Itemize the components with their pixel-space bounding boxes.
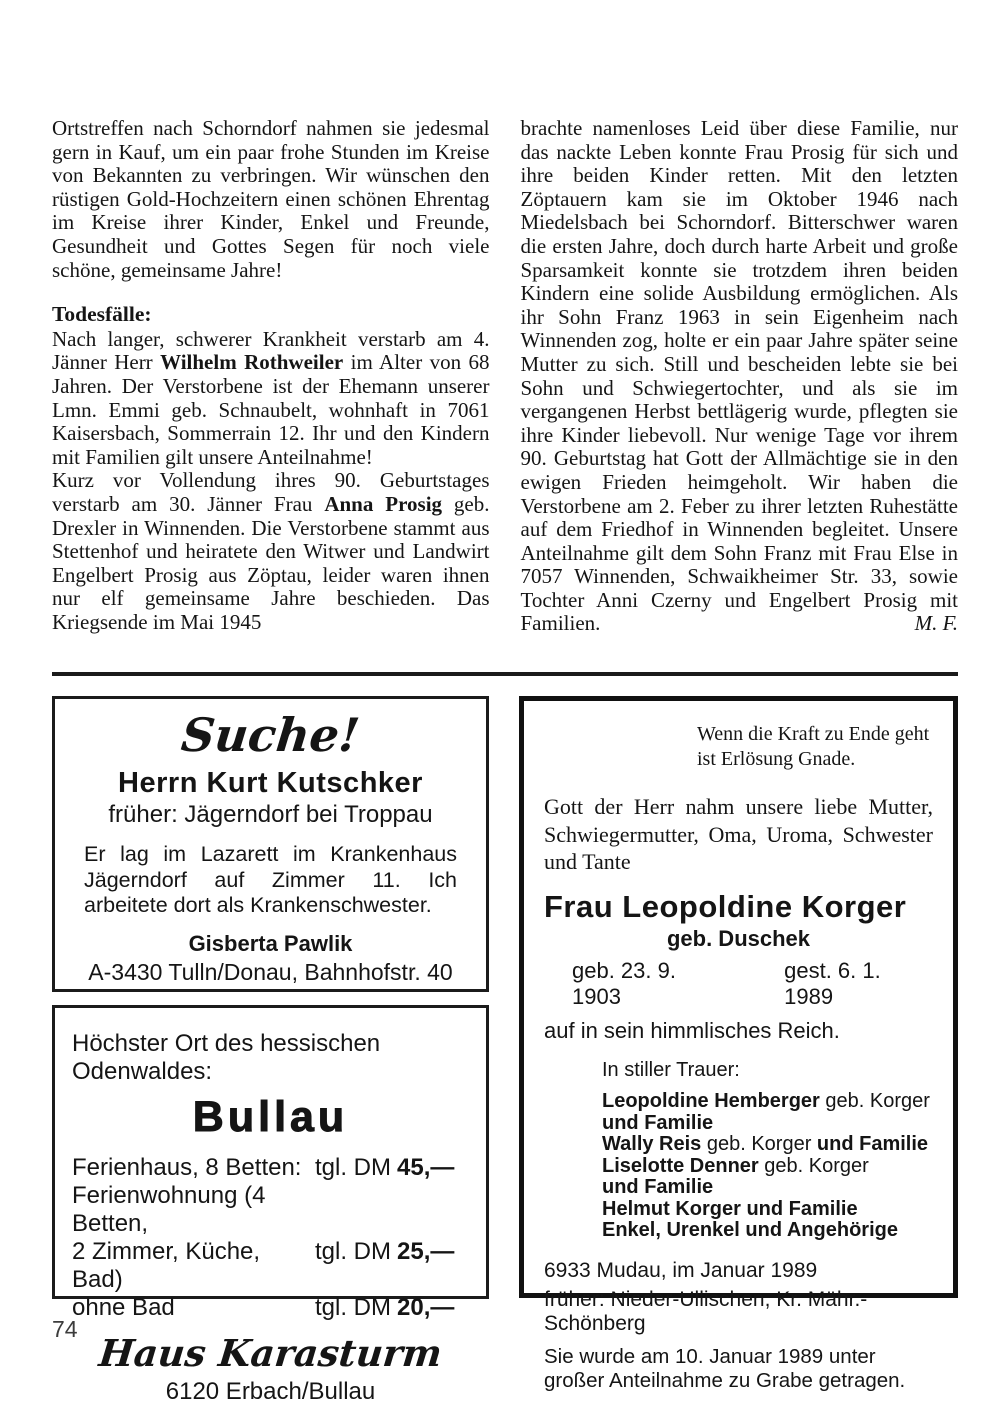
price-prefix: tgl. DM xyxy=(315,1238,392,1265)
price-prefix: tgl. DM xyxy=(315,1154,392,1181)
mourner xyxy=(602,1220,933,1242)
bullau-address: 6120 Erbach/Bullau xyxy=(165,1378,376,1405)
price-row xyxy=(72,1294,469,1322)
obit2-text-pre: Kurz vor Vollendung ihres 90. Geburtstages verstarb am 30. Jänner Frau xyxy=(52,468,490,516)
price-row xyxy=(72,1182,469,1238)
birth-date: geb. 23. 9. 1903 xyxy=(572,957,676,1009)
price-label: Ferienwohnung (4 Betten, xyxy=(72,1182,266,1237)
price-row xyxy=(72,1154,469,1182)
suche-body-text: Er lag im Lazarett im Krankenhaus Jägerndorf auf Zimmer 11. Ich arbeitete dort als Krankenschwester. xyxy=(84,842,457,918)
former-residence: früher: Nieder-Ullischen, Kr. Mähr.-Schönberg xyxy=(544,1287,868,1335)
mourners-label: In stiller Trauer: xyxy=(602,1058,740,1081)
death-date: gest. 6. 1. 1989 xyxy=(784,957,881,1009)
quote-line-2: ist Erlösung Gnade. xyxy=(697,747,856,770)
suche-person-origin: früher: Jägerndorf bei Troppau xyxy=(108,801,433,828)
obit1-deceased-name: Wilhelm Rothweiler xyxy=(160,350,344,375)
suche-contact-address: A-3430 Tulln/Donau, Bahnhofstr. 40 xyxy=(88,958,453,985)
quote-line-1: Wenn die Kraft zu Ende geht xyxy=(697,723,930,745)
death-notice-intro-end: auf in sein himmlisches Reich. xyxy=(544,1017,840,1043)
mourner xyxy=(602,1113,933,1135)
price-value xyxy=(397,1182,469,1238)
mourner-suffix: geb. Korger xyxy=(758,1154,869,1177)
mourner-name: Liselotte Denner xyxy=(602,1154,759,1177)
bullau-house-name: Haus Karasturm xyxy=(96,1331,445,1375)
death-notice-korger xyxy=(519,696,958,1392)
price-prefix xyxy=(315,1182,397,1238)
death-notice-quote xyxy=(697,722,933,771)
obit1-text-post: im Alter von 68 Jahren. Der Verstorbene ist der Ehemann unserer Lmn. Emmi geb. Schnaubelt, wohnhaft in 7061 Kaisersbach, Sommerrain 12. Ihr und den Kindern mit Familien gilt unsere Anteilnahme! xyxy=(52,350,490,469)
price-value: 20,— xyxy=(397,1294,455,1321)
place-and-date: 6933 Mudau, im Januar 1989 xyxy=(544,1258,818,1282)
paragraph-gold-wedding: Ortstreffen nach Schorndorf nahmen sie jedesmal gern in Kauf, um ein paar frohe Stunden im Kreise von Bekannten zu verbringen. Wir wünschen den rüstigen Gold-Hochzeitern einen schönen Ehrentag im Kreise ihrer Kinder, Enkel und Freunde, Gesundheit und Gottes Segen für noch viele schöne, gemeinsame Jahre! xyxy=(52,116,490,282)
page-number: 74 xyxy=(52,1316,78,1342)
price-row xyxy=(72,1238,469,1294)
author-initials: M. F. xyxy=(914,611,958,636)
death-notice-intro: Gott der Herr nahm unsere liebe Mutter, Schwiegermutter, Oma, Uroma, Schwester und Tante xyxy=(544,794,933,874)
mourner xyxy=(602,1091,933,1113)
mourner xyxy=(602,1156,933,1178)
mourner-name: und Familie xyxy=(602,1111,714,1134)
obit2-text-post: geb. Drexler in Winnenden. Die Verstorbene stammt aus Stettenhof und heiratete den Witwer und Landwirt Engelbert Prosig aus Zöptau, leider waren ihnen nur elf gemeinsame Jahre beschieden. Das Kriegsende im Mai 1945 xyxy=(52,491,490,634)
life-dates xyxy=(572,958,933,1010)
mourners-block xyxy=(602,1060,933,1242)
bullau-intro-line: Höchster Ort des hessischen Odenwaldes: xyxy=(72,1030,381,1085)
deceased-maiden-name: geb. Duschek xyxy=(666,925,811,951)
mourner-name: und Familie xyxy=(602,1176,714,1198)
price-value: 25,— xyxy=(397,1238,455,1265)
mourner-name: Enkel, Urenkel und Angehörige xyxy=(602,1219,898,1241)
obit1-text-pre: Nach langer, schwerer Krankheit verstarb am 4. Jänner Herr xyxy=(52,326,490,375)
mourner-name: Leopoldine Hemberger xyxy=(602,1090,820,1112)
mourner-name: Helmut Korger und Familie xyxy=(602,1197,858,1220)
mourner-family: und Familie xyxy=(816,1133,929,1155)
mourner-suffix: geb. Korger xyxy=(819,1090,930,1112)
paragraph-prosig-continued xyxy=(521,117,959,636)
prosig-continued-text: brachte namenloses Leid über diese Familie, nur das nackte Leben konnte Frau Prosig für sich und ihre beiden Kinder retten. Mit den letzten Zöptauern kam sie im Oktober 1946 nach Miedelsbach bei Schorndorf. Bitterschwer waren die ersten Jahre, doch durch harte Arbeit und große Sparsamkeit konnte sie trotzdem ihren beiden Kindern eine solide Ausbildung ermöglichen. Als ihr Sohn Franz 1963 in sein Eigenheim nach Winnenden zog, holte er ein paar Jahre später seine Mutter zu sich. Still und bescheiden lebte sie bei Sohn und Schwiegertochter, und als sie im vergangenen Herbst bettlägerig wurde, pflegten sie ihre Kinder liebevoll. Nur wenige Tage vor ihrem 90. Geburtstag hat Gott der Allmächtige sie in den ewigen Frieden heimgeholt. Wir haben die Verstorbene am 2. Feber zu ihrer letzten Ruhestätte auf dem Friedhof in Winnenden begleitet. Unsere Anteilnahme gilt dem Sohn Franz mit Frau Else in 7057 Winnenden, Schwaikheimer Str. 33, sowie Tochter Anni Czerny und Engelbert Prosig mit Familien. xyxy=(520,116,958,636)
price-prefix: tgl. DM xyxy=(315,1294,392,1321)
mourner-name: Wally Reis xyxy=(602,1133,702,1155)
article-column-right xyxy=(521,117,959,636)
classified-ad-suche xyxy=(52,696,489,992)
burial-note: Sie wurde am 10. Januar 1989 unter großer Anteilnahme zu Grabe getragen. xyxy=(544,1344,906,1392)
section-heading-todesfaelle: Todesfälle: xyxy=(52,302,152,327)
horizontal-divider xyxy=(52,672,958,676)
article-column-left xyxy=(52,117,490,636)
suche-person-name: Herrn Kurt Kutschker xyxy=(118,767,423,799)
deceased-name: Frau Leopoldine Korger xyxy=(544,888,907,924)
article-columns xyxy=(52,117,958,636)
bullau-title: Bullau xyxy=(192,1093,349,1141)
paragraph-obituary-rothweiler xyxy=(52,328,490,470)
mourner-suffix: geb. Korger xyxy=(701,1133,817,1155)
price-label: Ferienhaus, 8 Betten: xyxy=(72,1154,302,1181)
mourner xyxy=(602,1134,933,1156)
obit2-deceased-name: Anna Prosig xyxy=(324,491,443,516)
price-value: 45,— xyxy=(397,1154,455,1181)
bullau-price-list xyxy=(72,1154,469,1322)
suche-title: Suche! xyxy=(178,708,363,762)
price-label: 2 Zimmer, Küche, Bad) xyxy=(72,1238,261,1293)
paragraph-obituary-prosig xyxy=(52,469,490,634)
mourner xyxy=(602,1199,933,1221)
price-label: ohne Bad xyxy=(72,1294,175,1321)
suche-contact-name: Gisberta Pawlik xyxy=(188,930,353,956)
mourner xyxy=(602,1177,933,1199)
